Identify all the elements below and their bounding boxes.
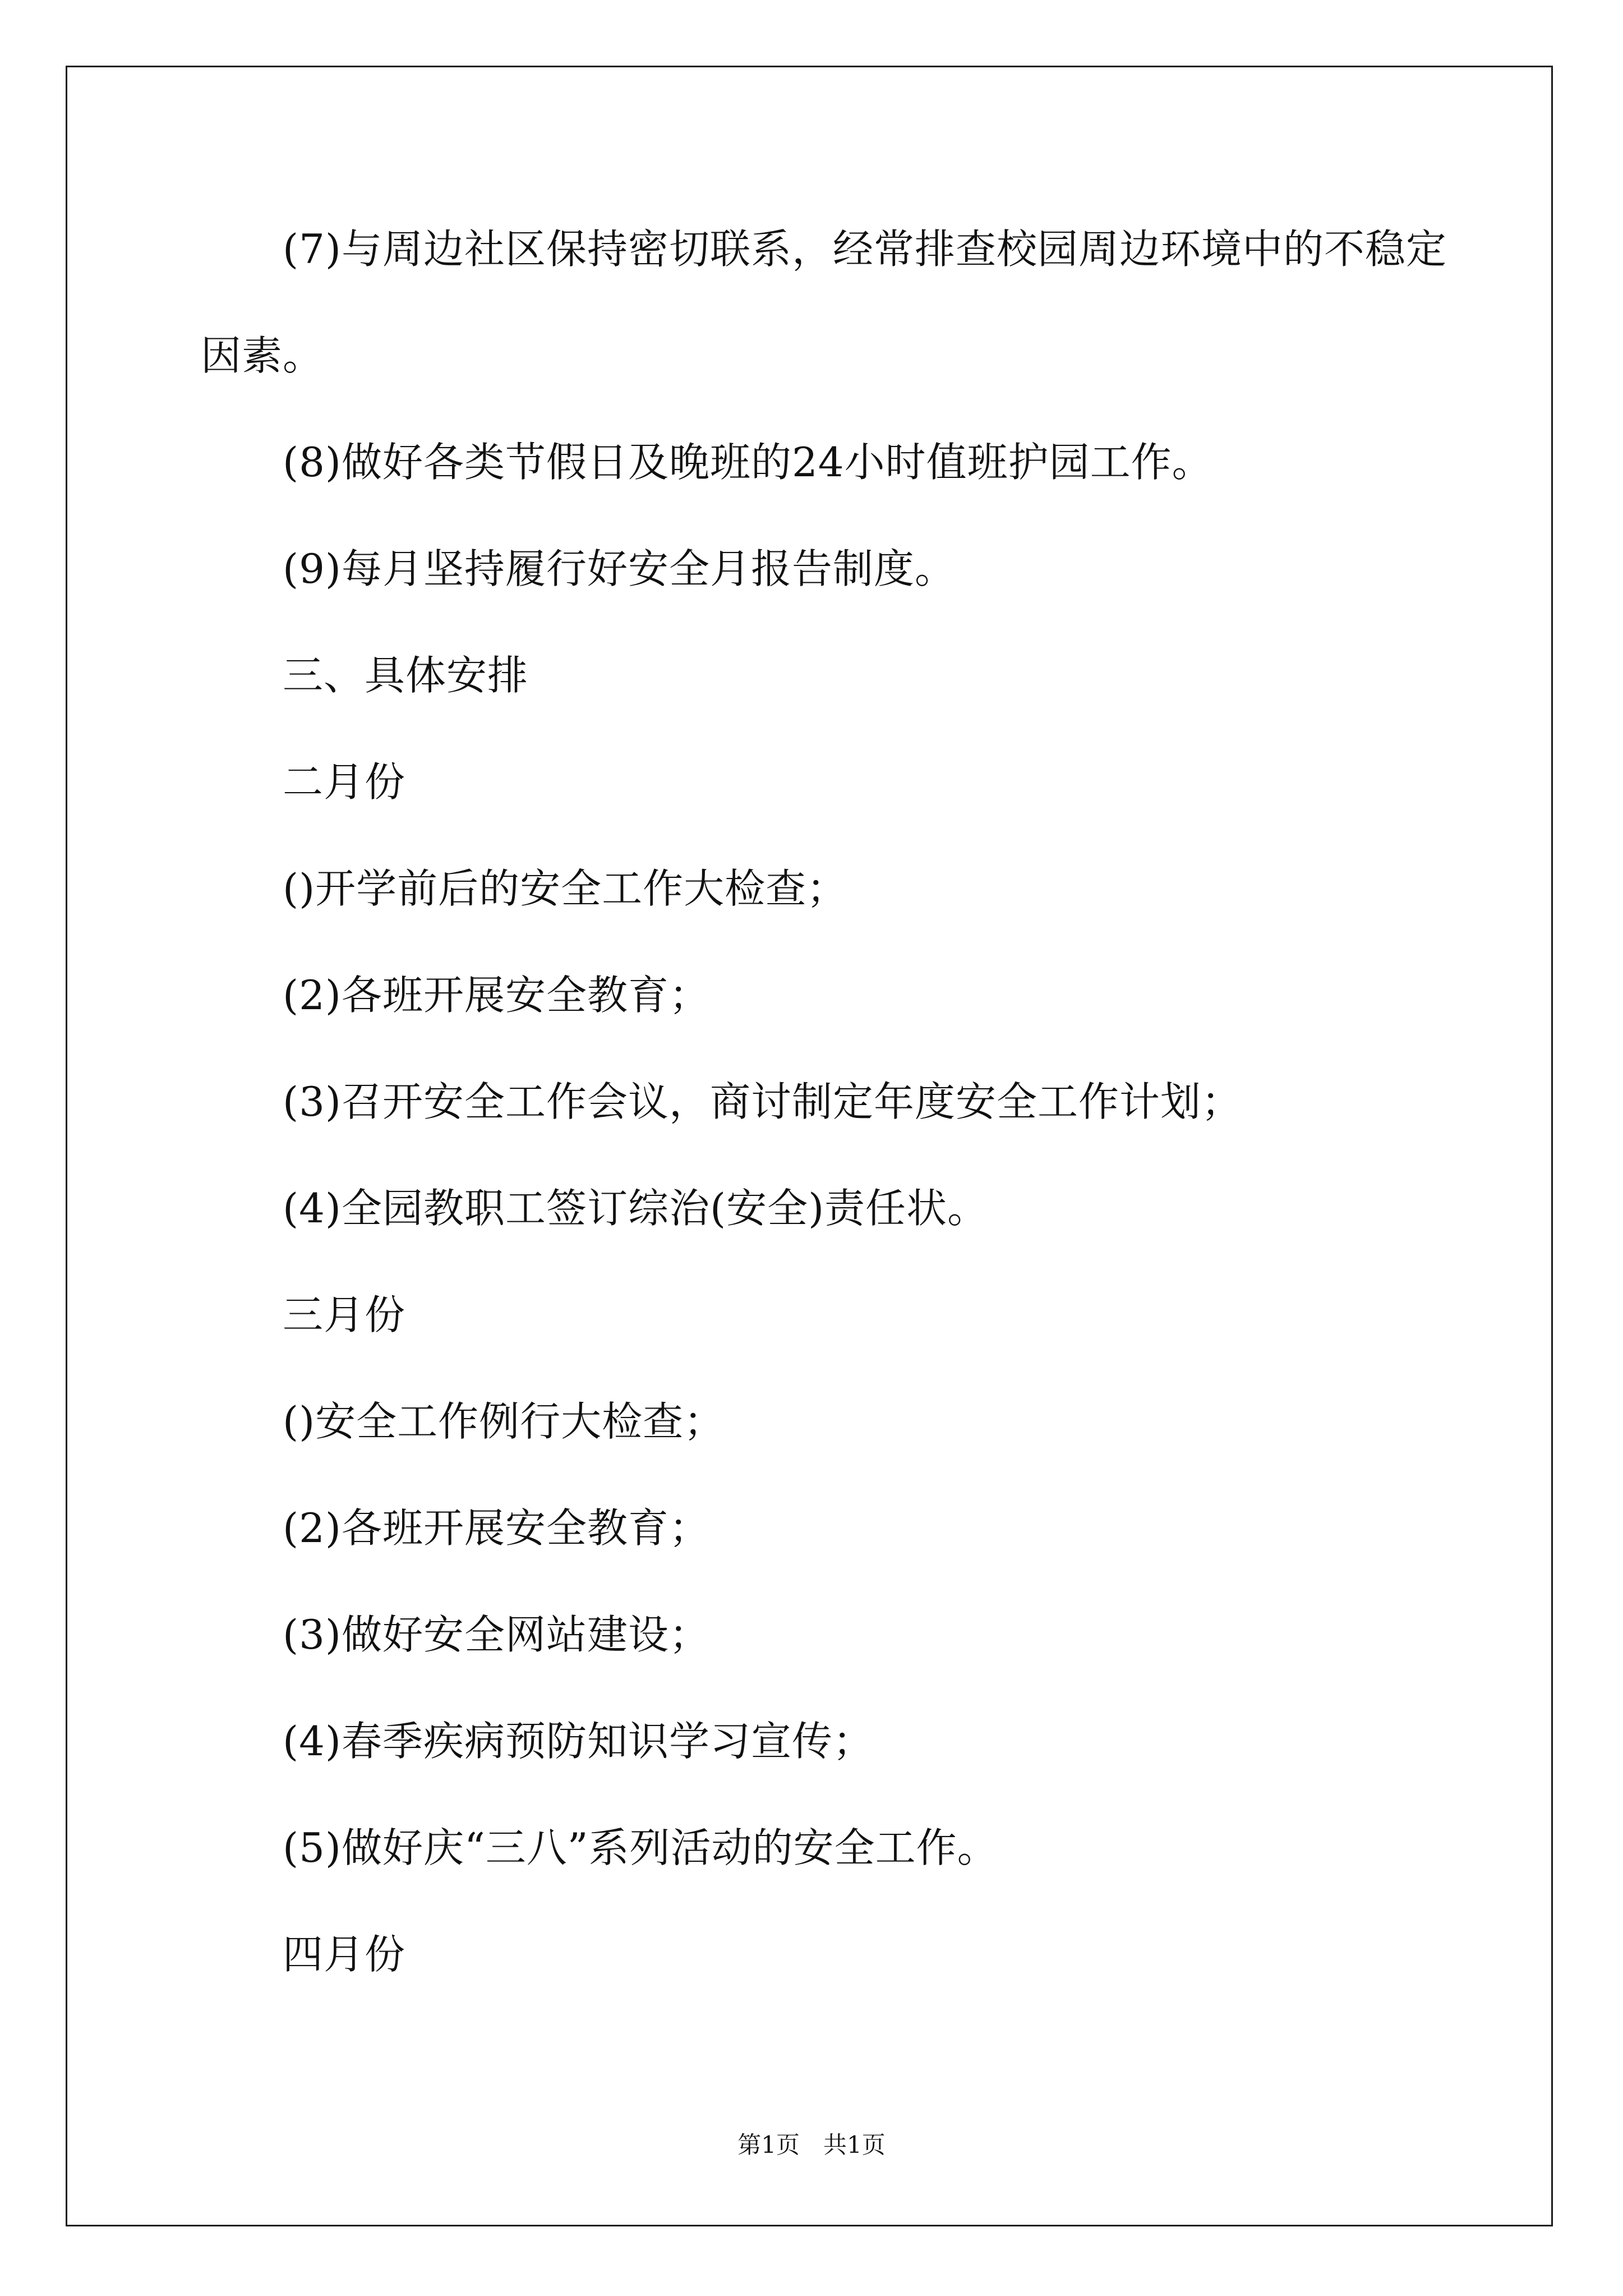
month-heading-february: 二月份 (283, 758, 406, 806)
section-heading: 三、具体安排 (283, 652, 529, 699)
page-number-footer: 第1页 共1页 (737, 2131, 886, 2159)
paragraph-line: (9)每月坚持履行好安全月报告制度。 (283, 545, 956, 592)
list-item: (5)做好庆“三八”系列活动的安全工作。 (283, 1824, 998, 1871)
document-body (201, 196, 1536, 2008)
paragraph-line: (8)做好各类节假日及晚班的24小时值班护园工作。 (283, 439, 1213, 486)
paragraph-line: (7)与周边社区保持密切联系，经常排查校园周边环境中的不稳定 (283, 226, 1447, 273)
list-item: (4)春季疾病预防知识学习宣传； (283, 1718, 874, 1765)
list-item: ()安全工作例行大检查； (283, 1398, 725, 1445)
month-heading-april: 四月份 (283, 1931, 406, 1978)
list-item: (3)召开安全工作会议，商讨制定年度安全工作计划； (283, 1078, 1242, 1125)
paragraph-line-continuation: 因素。 (201, 332, 324, 379)
list-item: (4)全园教职工签订综治(安全)责任状。 (283, 1185, 989, 1232)
list-item: (2)各班开展安全教育； (283, 972, 710, 1019)
month-heading-march: 三月份 (283, 1291, 406, 1338)
list-item: (3)做好安全网站建设； (283, 1611, 710, 1658)
list-item: ()开学前后的安全工作大检查； (283, 865, 848, 912)
list-item: (2)各班开展安全教育； (283, 1504, 710, 1552)
